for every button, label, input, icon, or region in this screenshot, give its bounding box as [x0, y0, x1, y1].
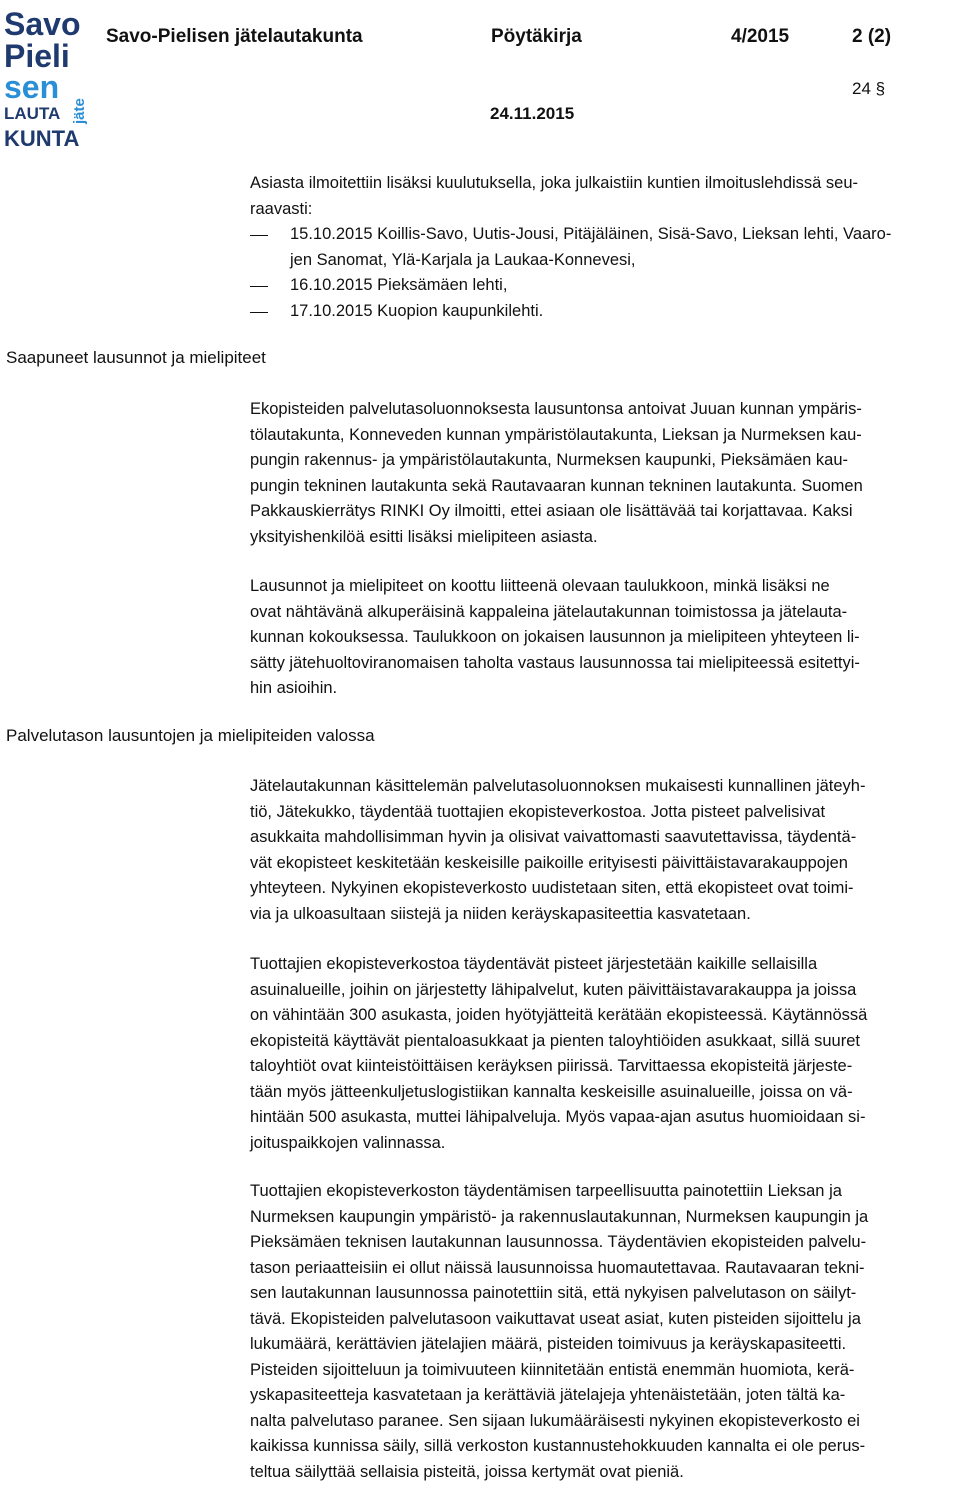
header-document-number: 4/2015: [731, 26, 789, 48]
header-document-type: Pöytäkirja: [491, 26, 582, 48]
intro-paragraph: [250, 171, 954, 222]
header-page-number: 2 (2): [852, 26, 891, 48]
text-line: tiö, Jätekukko, täydentää tuottajien ekopisteverkostoa. Jotta pisteet palvelisivat: [250, 800, 954, 826]
announcement-list: [250, 222, 891, 324]
paragraph-statements-given: [250, 397, 954, 550]
text-line: Jätelautakunnan käsittelemän palvelutasoluonnoksen mukaisesti kunnallinen jäteyh-: [250, 774, 954, 800]
text-line: raavasti:: [250, 197, 954, 223]
side-heading-service-level: Palvelutason lausuntojen ja mielipiteiden valossa: [6, 726, 375, 746]
logo-text-kunta: KUNTA: [4, 126, 79, 150]
text-line: via ja ulkoasultaan siistejä ja niiden keräyskapasiteettia kasvatetaan.: [250, 902, 954, 928]
text-line: Pieksämäen teknisen lautakunnan lausunnossa. Täydentävien ekopisteiden palvelu-: [250, 1230, 954, 1256]
text-line: vät ekopisteet keskitetään keskeisille paikoille erityisesti päivittäistavarakauppojen: [250, 851, 954, 877]
text-line: sätty jätehuoltoviranomaisen taholta vastaus lausunnossa tai mielipiteessä esitettyi-: [250, 651, 954, 677]
text-line: Ekopisteiden palvelutasoluonnoksesta lausuntonsa antoivat Juuan kunnan ympäris-: [250, 397, 954, 423]
text-line: Asiasta ilmoitettiin lisäksi kuulutuksella, joka julkaistiin kuntien ilmoituslehdissä seu-: [250, 171, 954, 197]
announcement-item: [250, 222, 891, 273]
text-line: 17.10.2015 Kuopion kaupunkilehti.: [290, 299, 891, 325]
text-line: Tuottajien ekopisteverkoston täydentämisen tarpeellisuutta painotettiin Lieksan ja: [250, 1179, 954, 1205]
text-line: asuinalueille, joihin on järjestetty lähipalvelut, kuten päivittäistavarakauppa ja joissa: [250, 978, 954, 1004]
text-line: joituspaikkojen valinnassa.: [250, 1131, 954, 1157]
text-line: ovat nähtävänä alkuperäisinä kappaleina jätelautakunnan toimistossa ja jätelauta-: [250, 600, 954, 626]
text-line: tään myös jätteenkuljetuslogistiikan kannalta keskeisille asuinalueille, joissa on vä-: [250, 1080, 954, 1106]
text-line: asukkaita mahdollisimman hyvin ja olisivat vaivattomasti saavutettavissa, täydentä-: [250, 825, 954, 851]
paragraph-supplementary-points: [250, 952, 954, 1156]
text-line: ekopisteitä käyttävät pientaloasukkaat ja pienten taloyhtiöiden asukkaat, sillä suuret: [250, 1029, 954, 1055]
text-line: kunnan kokouksessa. Taulukkoon on jokaisen lausunnon ja mielipiteen yhteyteen li-: [250, 625, 954, 651]
announcement-item: [250, 273, 891, 299]
logo-text-lauta: LAUTA: [4, 104, 60, 123]
side-heading-received-statements: Saapuneet lausunnot ja mielipiteet: [6, 348, 266, 368]
logo-text-pieli: Pieli: [4, 38, 70, 74]
announcement-item: [250, 299, 891, 325]
paragraph-network-emphasis: [250, 1179, 954, 1485]
text-line: tölautakunta, Konneveden kunnan ympäristölautakunta, Lieksan ja Nurmeksen kau-: [250, 423, 954, 449]
text-line: sen lautakunnan lausunnossa painotettiin sitä, että nykyisen palvelutason on säilyt-: [250, 1281, 954, 1307]
text-line: taloyhtiöt ovat kiinteistöittäisen keräyksen piirissä. Tarvittaessa ekopisteitä järjeste-: [250, 1054, 954, 1080]
text-line: Nurmeksen kaupungin ympäristö- ja rakennuslautakunnan, Nurmeksen kaupungin ja: [250, 1205, 954, 1231]
text-line: Tuottajien ekopisteverkostoa täydentävät pisteet järjestetään kaikille sellaisilla: [250, 952, 954, 978]
header-paragraph-number: 24 §: [852, 79, 885, 99]
text-line: pungin tekninen lautakunta sekä Rautavaaran kunnan tekninen lautakunta. Suomen: [250, 474, 954, 500]
text-line: hintään 500 asukasta, muttei lähipalveluja. Myös vapaa-ajan asutus huomioidaan si-: [250, 1105, 954, 1131]
text-line: kaikissa kunnissa säily, sillä verkoston kustannustehokkuuden kannalta ei ole perus-: [250, 1434, 954, 1460]
logo-text-sen: sen: [4, 69, 59, 105]
text-line: on vähintään 300 asukasta, joiden hyötyjätteitä kerätään ekopisteessä. Käytännössä: [250, 1003, 954, 1029]
text-line: jen Sanomat, Ylä-Karjala ja Laukaa-Konnevesi,: [290, 248, 891, 274]
text-line: 15.10.2015 Koillis-Savo, Uutis-Jousi, Pitäjäläinen, Sisä-Savo, Lieksan lehti, Vaaro-: [290, 222, 891, 248]
dash-bullet: [250, 312, 268, 313]
dash-bullet: [250, 286, 268, 287]
text-line: yksityishenkilöä esitti lisäksi mielipiteen asiasta.: [250, 525, 954, 551]
text-line: Pakkauskierrätys RINKI Oy ilmoitti, ettei asiaan ole lisättävää tai korjattavaa. Kaksi: [250, 499, 954, 525]
text-line: Pisteiden sijoitteluun ja toimivuuteen kiinnitetään entistä enemmän huomiota, kerä-: [250, 1358, 954, 1384]
savo-pielisen-jatelautakunta-logo: [2, 4, 94, 150]
text-line: lukumäärä, kerättävien jätelajien määrä, pisteiden toimivuus ja keräyskapasiteetti.: [250, 1332, 954, 1358]
text-line: tason periaatteisiin ei ollut näissä lausunnoissa huomautettavaa. Rautavaaran tekni-: [250, 1256, 954, 1282]
header-date: 24.11.2015: [490, 104, 574, 124]
paragraph-service-level-draft: [250, 774, 954, 927]
text-line: yskapasiteetteja kasvatetaan ja kerättäviä jätelajeja yhtenäistetään, joten tältä ka-: [250, 1383, 954, 1409]
text-line: 16.10.2015 Pieksämäen lehti,: [290, 273, 891, 299]
text-line: pungin rakennus- ja ympäristölautakunta, Nurmeksen kaupunki, Pieksämäen kau-: [250, 448, 954, 474]
text-line: tävä. Ekopisteiden palvelutasoon vaikuttavat useat asiat, kuten pisteiden sijoittelu ja: [250, 1307, 954, 1333]
text-line: yhteyteen. Nykyinen ekopisteverkosto uudistetaan siten, että ekopisteet ovat toimi-: [250, 876, 954, 902]
logo-text-jate: jäte: [71, 98, 88, 125]
header-organization: Savo-Pielisen jätelautakunta: [106, 26, 363, 48]
text-line: teltua säilyttää sellaisia pisteitä, joissa kertymät ovat pieniä.: [250, 1460, 954, 1485]
paragraph-statements-table: [250, 574, 954, 702]
dash-bullet: [250, 235, 268, 236]
text-line: hin asioihin.: [250, 676, 954, 702]
logo-text-savo: Savo: [4, 6, 80, 42]
text-line: nalta palvelutaso paranee. Sen sijaan lukumääräisesti nykyinen ekopisteverkosto ei: [250, 1409, 954, 1435]
text-line: Lausunnot ja mielipiteet on koottu liitteenä olevaan taulukkoon, minkä lisäksi ne: [250, 574, 954, 600]
